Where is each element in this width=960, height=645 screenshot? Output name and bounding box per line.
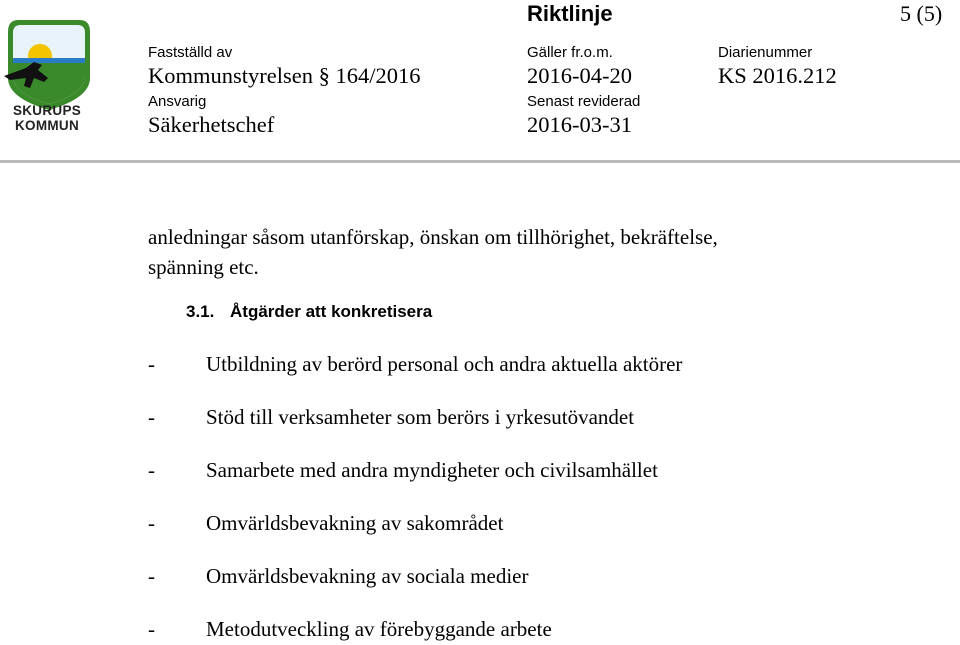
header-divider [0, 160, 960, 163]
document-type: Riktlinje [527, 1, 613, 26]
ansvarig-value: Säkerhetschef [148, 112, 275, 137]
intro-line-2: spänning etc. [148, 255, 259, 279]
section-number: 3.1. [186, 302, 215, 321]
logo-text-line1: SKURUPS [12, 103, 82, 118]
fastst-label: Fastställd av [148, 44, 233, 61]
page-number: 5 (5) [900, 1, 943, 26]
list-item-text: Samarbete med andra myndigheter och civilsamhället [206, 458, 658, 482]
bullet-dash: - [148, 458, 155, 482]
diarie-label: Diarienummer [718, 44, 813, 61]
diarie-value: KS 2016.212 [718, 63, 837, 88]
logo-text-line2: KOMMUN [14, 118, 80, 133]
intro-line-1: anledningar såsom utanförskap, önskan om tillhörighet, bekräftelse, [148, 225, 718, 249]
bullet-dash: - [148, 617, 155, 641]
bullet-dash: - [148, 352, 155, 376]
section-heading [186, 302, 432, 322]
list-item-text: Omvärldsbevakning av sociala medier [206, 564, 529, 588]
bullet-dash: - [148, 405, 155, 429]
list-item-text: Metodutveckling av förebyggande arbete [206, 617, 552, 641]
list-item-text: Stöd till verksamheter som berörs i yrkesutövandet [206, 405, 635, 429]
bullet-dash: - [148, 511, 155, 535]
list-item-text: Utbildning av berörd personal och andra aktuella aktörer [206, 352, 683, 376]
list-item-text: Omvärldsbevakning av sakområdet [206, 511, 504, 535]
reviderad-value: 2016-03-31 [527, 112, 632, 137]
galler-value: 2016-04-20 [527, 63, 632, 88]
fastst-value: Kommunstyrelsen § 164/2016 [148, 63, 421, 88]
ansvarig-label: Ansvarig [148, 93, 207, 110]
section-title: Åtgärder att konkretisera [230, 302, 433, 321]
galler-label: Gäller fr.o.m. [527, 44, 613, 61]
reviderad-label: Senast reviderad [527, 93, 641, 110]
bullet-dash: - [148, 564, 155, 588]
